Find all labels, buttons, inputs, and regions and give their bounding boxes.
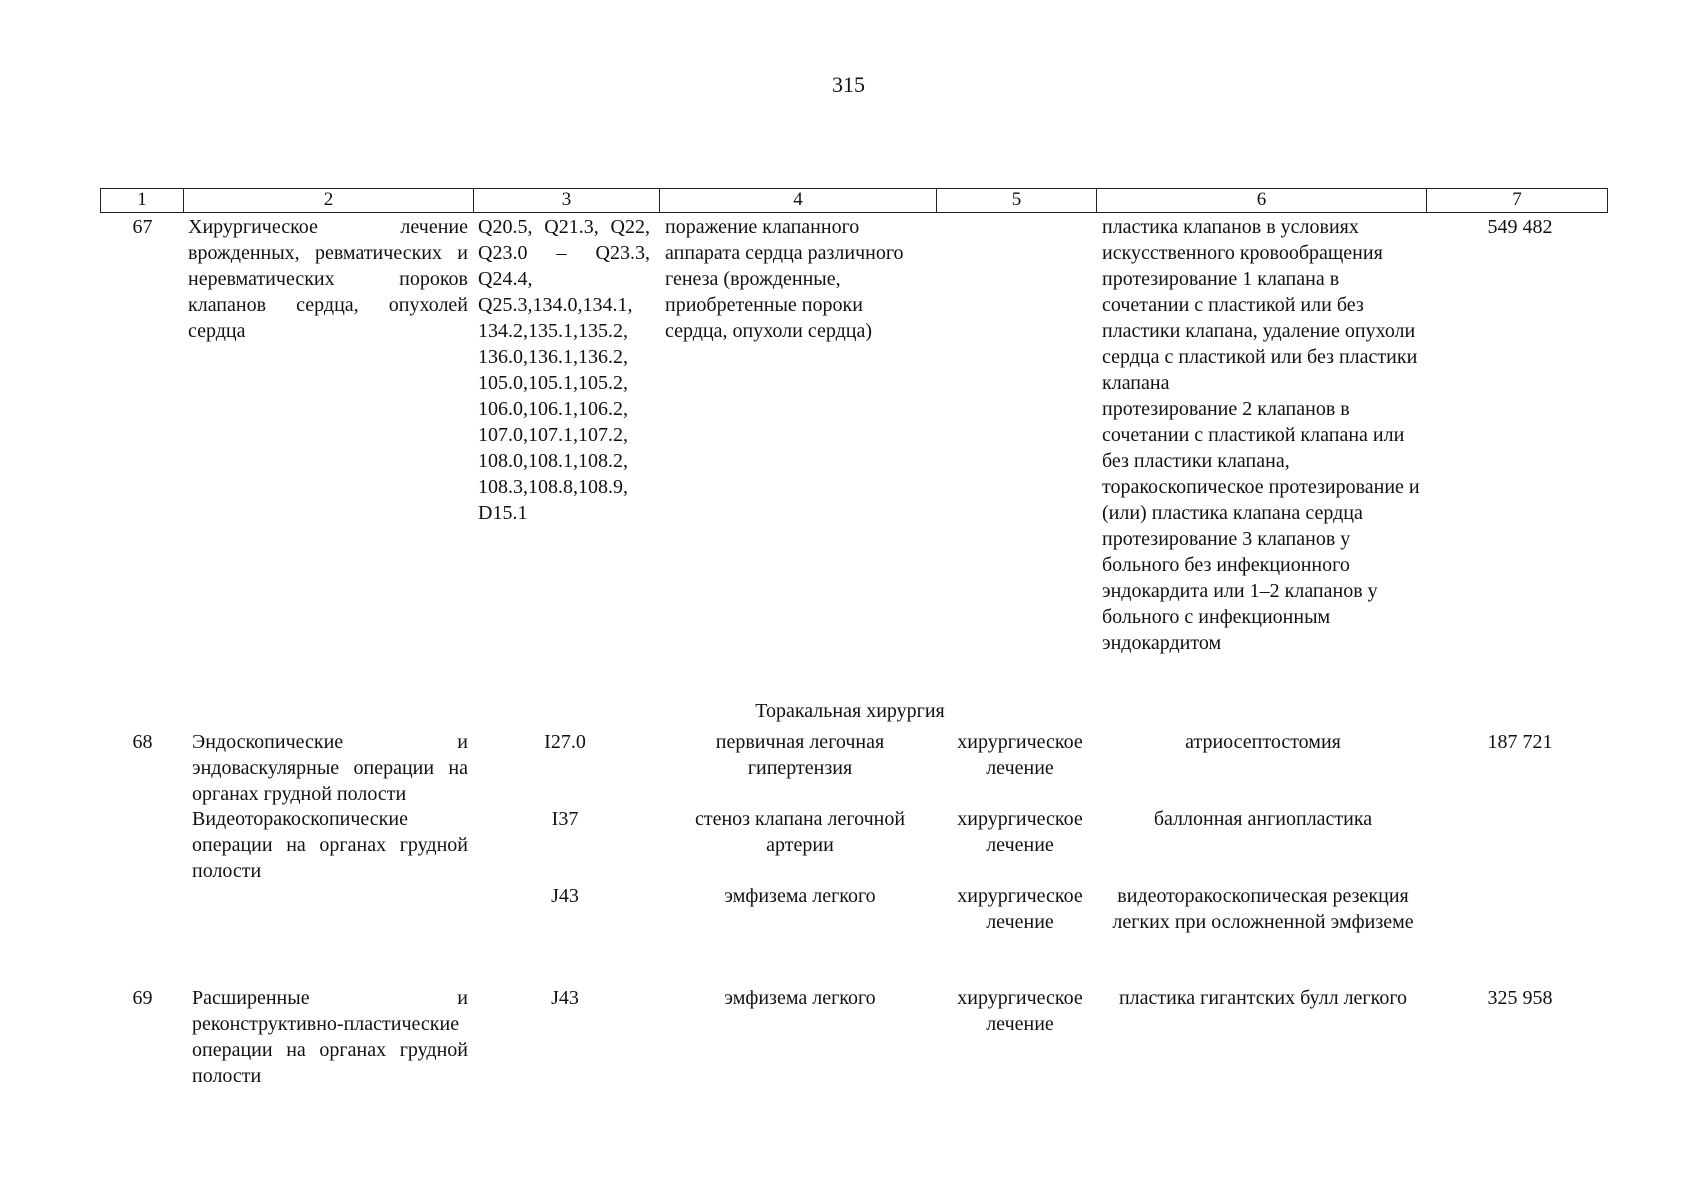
row-67-methods: пластика клапанов в условиях искусственного кровообращения протезирование 1 клапана в сочетании с пластикой или без пластики клапана, удаление опухоли сердца с пластикой или без пластики клапана протезирование 2 клапанов в сочетании с пластикой клапана или без пластики клапана, торакоскопическое протезирование и (или) пластика клапана сердца протезирование 3 клапанов у больного без инфекционного эндокардита или 1–2 клапанов у больного с инфекционным эндокардитом	[1102, 216, 1420, 654]
row-67-cost: 549 482	[1487, 216, 1553, 238]
row-69-treatment: хирургическое лечение	[957, 987, 1083, 1035]
row-68-name-b: Видеоторакоскопические операции на органах грудной полости	[192, 808, 468, 882]
row-67-number: 67	[132, 216, 153, 238]
row-69-name: Расширенные и реконструктивно-пластические операции на органах грудной полости	[192, 987, 468, 1087]
row-68-diagnosis-3: эмфизема легкого	[724, 885, 876, 907]
row-69-diagnosis: эмфизема легкого	[724, 987, 876, 1009]
row-68-treatment-3: хирургическое лечение	[957, 885, 1083, 933]
row-68-code-3: J43	[551, 885, 579, 907]
row-68-method-3: видеоторакоскопическая резекция легких при осложненной эмфиземе	[1112, 885, 1414, 933]
row-68-number: 68	[132, 731, 153, 753]
row-69-cost: 325 958	[1487, 987, 1553, 1009]
column-header-3: 3	[474, 189, 660, 212]
row-68-diagnosis-2: стеноз клапана легочной артерии	[694, 808, 906, 856]
row-67-codes: Q20.5, Q21.3, Q22, Q23.0 – Q23.3, Q24.4, Q25.3,134.0,134.1, 134.2,135.1,135.2, 136.0,136.1,136.2, 105.0,105.1,105.2, 106.0,106.1,106.2, 107.0,107.1,107.2, 108.0,108.1,108.2, 108.3,108.8,108.9, D15.1	[478, 216, 650, 524]
row-68-method-1: атриосептостомия	[1185, 731, 1341, 753]
row-69-code: J43	[551, 987, 579, 1009]
table-header	[100, 188, 1608, 213]
row-68-cost: 187 721	[1487, 731, 1553, 753]
column-header-6: 6	[1097, 189, 1427, 212]
row-67-name: Хирургическое лечение врожденных, ревматических и неревматических пороков клапанов сердца, опухолей сердца	[188, 216, 468, 342]
row-68-diagnosis-1: первичная легочная гипертензия	[715, 731, 885, 779]
section-title: Торакальная хирургия	[755, 700, 945, 722]
column-header-5: 5	[937, 189, 1097, 212]
column-header-1: 1	[101, 189, 184, 212]
row-68-treatment-2: хирургическое лечение	[957, 808, 1083, 856]
row-69-method: пластика гигантских булл легкого	[1118, 987, 1408, 1009]
column-header-7: 7	[1512, 189, 1522, 210]
column-header-4: 4	[660, 189, 937, 212]
row-69-number: 69	[132, 987, 153, 1009]
row-68-method-2: баллонная ангиопластика	[1153, 808, 1373, 830]
row-68-treatment-1: хирургическое лечение	[957, 731, 1083, 779]
row-68-code-1: I27.0	[544, 731, 586, 753]
page-number: 315	[832, 72, 865, 97]
row-68-name-a: Эндоскопические и эндоваскулярные операции на органах грудной полости	[192, 731, 468, 805]
row-67-diagnosis: поражение клапанного аппарата сердца различного генеза (врожденные, приобретенные пороки сердца, опухоли сердца)	[665, 216, 904, 342]
column-header-2: 2	[184, 189, 474, 212]
row-68-code-2: I37	[551, 808, 579, 830]
